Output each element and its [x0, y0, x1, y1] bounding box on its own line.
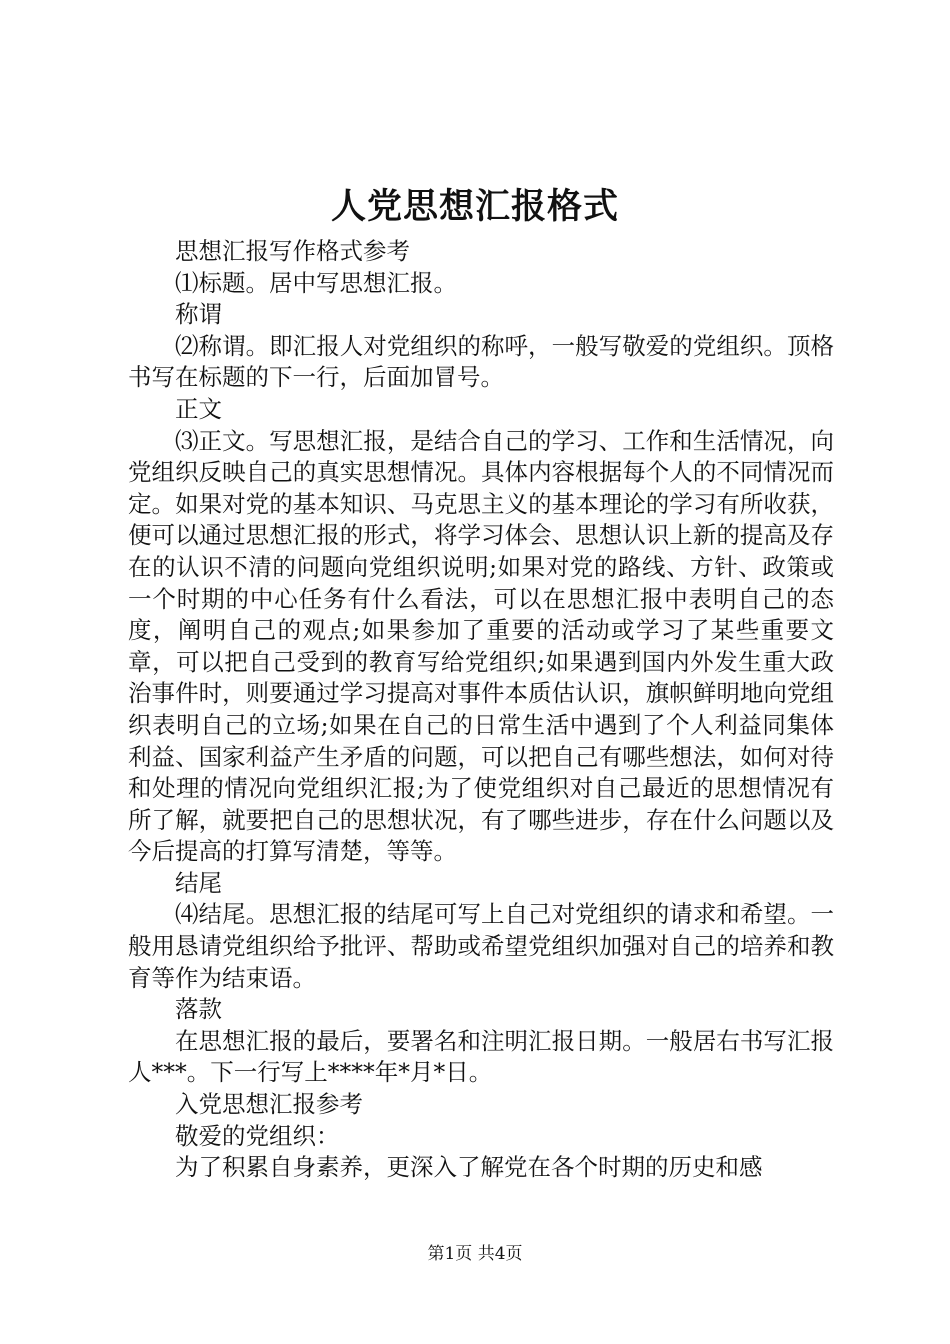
- paragraph-signature-rule: 在思想汇报的最后，要署名和注明汇报日期。一般居右书写汇报人***。下一行写上****年*月*日。: [128, 1026, 834, 1087]
- document-title: 人党思想汇报格式: [330, 186, 619, 227]
- page-number-footer: 第1页 共4页: [427, 1244, 523, 1264]
- paragraph-body-rule: ⑶正文。写思想汇报，是结合自己的学习、工作和生活情况，向党组织反映自己的真实思想情况。具体内容根据每个人的不同情况而定。如果对党的基本知识、马克思主义的基本理论的学习有所收获，便可以通过思想汇报的形式，将学习体会、思想认识上新的提高及存在的认识不清的问题向党组织说明;如果对党的路线、方针、政策或一个时期的中心任务有什么看法，可以在思想汇报中表明自己的态度，阐明自己的观点;如果参加了重要的活动或学习了某些重要文章，可以把自己受到的教育写给党组织;如果遇到国内外发生重大政治事件时，则要通过学习提高对事件本质估认识，旗帜鲜明地向党组织表明自己的立场;如果在自己的日常生活中遇到了个人利益同集体利益、国家利益产生矛盾的问题，可以把自己有哪些想法，如何对待和处理的情况向党组织汇报;为了使党组织对自己最近的思想情况有所了解，就要把自己的思想状况，有了哪些进步，存在什么问题以及今后提高的打算写清楚，等等。: [128, 426, 834, 866]
- paragraph-closing-rule: ⑷结尾。思想汇报的结尾可写上自己对党组织的请求和希望。一般用恳请党组织给予批评、帮助或希望党组织加强对自己的培养和教育等作为结束语。: [128, 900, 834, 992]
- paragraph-signature-heading: 落款: [175, 995, 222, 1024]
- paragraph-reference-heading: 入党思想汇报参考: [175, 1090, 363, 1119]
- paragraph-closing-heading: 结尾: [175, 868, 222, 897]
- paragraph-title-rule: ⑴标题。居中写思想汇报。: [175, 268, 457, 297]
- paragraph-salutation-rule: ⑵称谓。即汇报人对党组织的称呼，一般写敬爱的党组织。顶格书写在标题的下一行，后面加冒号。: [128, 331, 834, 392]
- paragraph-greeting: 敬爱的党组织：: [175, 1121, 340, 1150]
- paragraph-letter-body: 为了积累自身素养，更深入了解党在各个时期的历史和感: [175, 1153, 763, 1182]
- paragraph-salutation-heading: 称谓: [175, 300, 222, 329]
- document-body: [128, 236, 834, 1184]
- paragraph-section-heading: 思想汇报写作格式参考: [175, 237, 410, 265]
- paragraph-body-heading: 正文: [175, 394, 222, 423]
